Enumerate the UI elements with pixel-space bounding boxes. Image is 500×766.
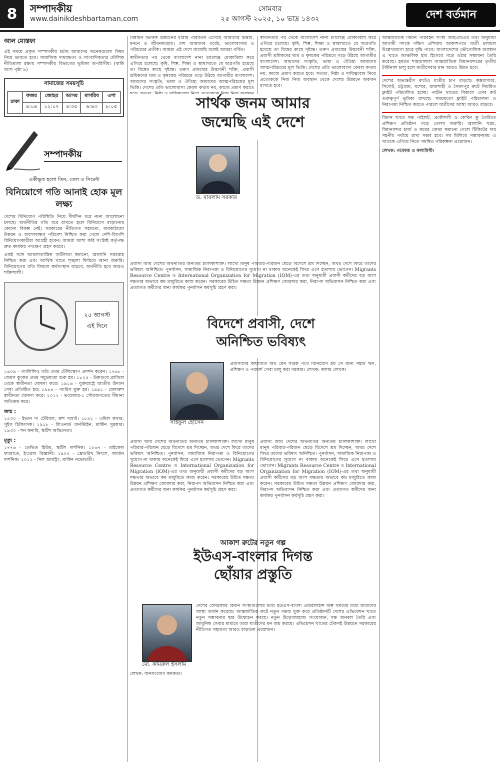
prayer-header: ফজর xyxy=(23,92,41,103)
section-title: সম্পাদকীয় xyxy=(30,4,73,15)
article-2-bottom-text-2: প্রবাসী আয় দেশের অর্থনীতির অন্যতম চালিকাশক্তি। লাখো মানুষ পরিবার-পরিজন ছেড়ে বিদেশে শ্রম দিচ্ছেন, অথচ দেশে ফিরে তাদের ভবিষ্যৎ অনিশ্চিত। পুনর্বাসন, সামাজিক নিরাপত্তা ও বিনিয়োগের সুযোগ না থাকায় অনেকেই ফিরে এসে হতাশায় ভোগেন। Migrants Resource Centre ও International Organization for Migration (IOM)-এর তথ্য অনুযায়ী প্রবাসী কর্মীদের বড় অংশ দক্ষতার অভাবে কম মজুরিতে কাজ করেন। সরকারের উচিত দক্ষতা উন্নয়ন প্রশিক্ষণ জোরদার করা, নিরাপদ অভিবাসন নিশ্চিত করা এবং প্রত্যাগত কর্মীদের জন্য কার্যকর পুনর্বাসন কর্মসূচি গ্রহণ করা। xyxy=(260,440,376,499)
article-2-top-text: প্রবাসী আয় দেশের অর্থনীতির অন্যতম চালিকাশক্তি। লাখো মানুষ পরিবার-পরিজন ছেড়ে বিদেশে শ্রম দিচ্ছেন, অথচ দেশে ফিরে তাদের ভবিষ্যৎ অনিশ্চিত। পুনর্বাসন, সামাজিক নিরাপত্তা ও বিনিয়োগের সুযোগ না থাকায় অনেকেই ফিরে এসে হতাশায় ভোগেন। Migrants Resource Centre ও International Organization for Migration (IOM)-এর তথ্য অনুযায়ী প্রবাসী কর্মীদের বড় অংশ দক্ষতার অভাবে কম মজুরিতে কাজ করেন। সরকারের উচিত দক্ষতা উন্নয়ন প্রশিক্ষণ জোরদার করা, নিরাপদ অভিবাসন নিশ্চিত করা এবং প্রত্যাগত কর্মীদের জন্য কার্যকর পুনর্বাসন কর্মসূচি গ্রহণ করা। xyxy=(130,262,376,291)
author-photo xyxy=(196,146,240,194)
calendar-illustration xyxy=(4,282,124,366)
this-day-body: ১৬০৯ - গ্যালিলিও তাঁর প্রথম টেলিস্কোপ প্রদর্শন করেন। ১৭৬৮ - জেমস কুকের প্রথম সমুদ্রযাত্রা শুরু হয়। ১৮২৫ - উরুগুয়ে ব্রাজিল থেকে স্বাধীনতা ঘোষণা করে। ১৯১৬ - যুক্তরাষ্ট্রে জাতীয় উদ্যান সেবা প্রতিষ্ঠিত হয়। ১৯৪৪ - প্যারিস মুক্ত হয়। ১৯৯১ - বেলারুশ স্বাধীনতা ঘোষণা করে। ২০১২ - ভয়েজার-১ সৌরজগতের সীমানা অতিক্রম করে। xyxy=(4,370,124,405)
births-body: ১৫৩০ - ইভান দ্য টেরিবল, রুশ সম্রাট। ১৮৪১ - এমিল কখার, সুইস চিকিৎসক। ১৯১৮ - লিওনার্ড বার্নস্টাইন, মার্কিন সুরকার। ১৯৩০ - শন কনারি, স্কটিশ অভিনেতা। xyxy=(4,417,124,434)
person-icon xyxy=(171,363,223,419)
person-icon xyxy=(143,605,191,661)
prayer-table-title: নামাজের সময়সূচি xyxy=(44,81,84,87)
prayer-table xyxy=(7,91,121,114)
prayer-time: ৪:০৪ xyxy=(23,103,41,114)
intro-text: এই সময়ে প্রকৃত সম্পাদকীয় চর্চায় আমাদের অনেকগুলো বিষয় নিয়ে ভাবতে হবে। সামাজিক দায়বদ্ধতা ও সাংবাদিকতার মৌলিক নীতিমালা রক্ষায় সম্পাদকীয় বিভাগের ভূমিকা অপরিসীম। (বাকি অংশ পৃষ্ঠা ৯) xyxy=(4,50,124,73)
article-3-headline-line-3: ছোঁয়ার প্রস্তুতি xyxy=(213,567,293,583)
prayer-header: এশা xyxy=(103,92,121,103)
article-1-headline-line-1: সার্থক জনম আমার xyxy=(195,94,311,112)
editorial-headline: বিনিয়োগে গতি আনাই হোক মূল লক্ষ্য xyxy=(5,188,123,210)
article-1-right-text xyxy=(260,36,376,246)
prayer-time: ১২:০৭ xyxy=(41,103,63,114)
article-3-author: মো. কামরুল ইসলাম xyxy=(142,662,187,668)
author-photo xyxy=(170,362,224,420)
prayer-time-box xyxy=(4,78,124,117)
prayer-time: ৪:৩৫ xyxy=(62,103,80,114)
deaths-body: ১৭৭৬ - ডেভিড হিউম, স্কটিশ দার্শনিক। ১৮৬৭ - মাইকেল ফ্যারাডে, ইংরেজ বিজ্ঞানী। ১৯০০ - ফ্রেডরিখ নিৎশে, জার্মান দার্শনিক। ২০১২ - নিল আর্মস্ট্রং, মার্কিন নভোচারী। xyxy=(4,446,124,463)
editorial-kicker: একীভূত হলো তিন, তেল ও সিমেন্ট xyxy=(28,177,100,183)
date-card: ২৫ আগস্ট এই দিনে xyxy=(75,301,119,345)
article-3-headline-box xyxy=(130,538,376,602)
article-2-headline-line-1: বিদেশে প্রবাসী, দেশে xyxy=(207,317,315,332)
column-1 xyxy=(4,36,124,762)
deaths-label: মৃত্যু : xyxy=(4,438,16,444)
prayer-header: জোহর xyxy=(41,92,63,103)
article-2-headline-line-2: অনিশ্চিত ভবিষ্যৎ xyxy=(216,335,306,350)
editorial-body-2: একই সঙ্গে আমলাতান্ত্রিক জটিলতা কমানো, জ্বালানি সরবরাহ নিশ্চিত করা এবং আর্থিক খাতে শৃঙ্খলা ফিরিয়ে আনা জরুরি। বিনিয়োগের গতি ফিরলে কর্মসংস্থান বাড়বে, অর্থনীতি হবে আরও শক্তিশালী। xyxy=(4,253,124,276)
page-header xyxy=(0,0,500,32)
editorial-body: দেশের বিনিয়োগ পরিস্থিতি নিয়ে দীর্ঘদিন ধরে নানা আলোচনা চলছে। অর্থনীতির গতি ধরে রাখতে হলে বিনিয়োগ বাড়ানোর কোনো বিকল্প নেই। সরকারের নীতিগত সহায়তা, অবকাঠামো উন্নয়ন ও ব্যবসাবান্ধব পরিবেশ নিশ্চিত করা গেলে দেশি-বিদেশি বিনিয়োগকারীরা আগ্রহী হবেন। আমরা আশা করি সংশ্লিষ্ট কর্তৃপক্ষ দ্রুত কার্যকর পদক্ষেপ গ্রহণ করবে। xyxy=(4,215,124,250)
col4-body-3: বিমান খাতে দক্ষ পাইলট, প্রকৌশলী ও কেবিন ক্রু তৈরিতে প্রশিক্ষণ প্রতিষ্ঠান গড়ে তোলা জরুরি। জ্বালানি খরচ, বিমানবন্দর চার্জ ও করের বোঝা কমানো গেলে টিকিটের দাম সহনীয় পর্যায়ে রাখা সম্ভব হবে। সব মিলিয়ে সম্ভাবনাময় এ খাতকে এগিয়ে নিতে সমন্বিত পরিকল্পনা প্রয়োজন। xyxy=(382,116,496,145)
article-1-body-cont: স্বাধীনতার পর থেকে বাংলাদেশ নানা চ্যালেঞ্জ মোকাবিলা করে এগিয়ে চলেছে। কৃষি, শিল্প, শিক্ষা ও স্বাস্থ্যখাতে যে অগ্রগতি হয়েছে তা বিশ্বের কাছে দৃষ্টান্ত। তরুণ প্রজন্মের উদ্ভাবনী শক্তি, প্রবাসী শ্রমিকদের ঘাম ও কৃষকের পরিশ্রমে গড়ে উঠছে আগামীর বাংলাদেশ। আমাদের সংস্কৃতি, ভাষা ও ঐতিহ্য আমাদের আত্মপরিচয়ের মূল ভিত্তি। দেশের প্রতি ভালোবাসা কেবল কথায় নয়, কাজে প্রমাণ করতে হবে। সততা, নিষ্ঠা ও দায়িত্ববোধ নিয়ে প্রত্যেককে নিজ নিজ অবস্থান থেকে দেশের উন্নয়নে অবদান রাখতে হবে। xyxy=(260,36,376,89)
divider xyxy=(382,112,496,113)
article-2-bottom-text: প্রবাসী আয় দেশের অর্থনীতির অন্যতম চালিকাশক্তি। লাখো মানুষ পরিবার-পরিজন ছেড়ে বিদেশে শ্রম দিচ্ছেন, অথচ দেশে ফিরে তাদের ভবিষ্যৎ অনিশ্চিত। পুনর্বাসন, সামাজিক নিরাপত্তা ও বিনিয়োগের সুযোগ না থাকায় অনেকেই ফিরে এসে হতাশায় ভোগেন। Migrants Resource Centre ও International Organization for Migration (IOM)-এর তথ্য অনুযায়ী প্রবাসী কর্মীদের বড় অংশ দক্ষতার অভাবে কম মজুরিতে কাজ করেন। সরকারের উচিত দক্ষতা উন্নয়ন প্রশিক্ষণ জোরদার করা, নিরাপদ অভিবাসন নিশ্চিত করা এবং প্রত্যাগত কর্মীদের জন্য কার্যকর পুনর্বাসন কর্মসূচি গ্রহণ করা। xyxy=(130,440,254,493)
article-1-body: স্বাধীনতার পর থেকে বাংলাদেশ নানা চ্যালেঞ্জ মোকাবিলা করে এগিয়ে চলেছে। কৃষি, শিল্প, শিক্ষা ও স্বাস্থ্যখাতে যে অগ্রগতি হয়েছে তা বিশ্বের কাছে দৃষ্টান্ত। তরুণ প্রজন্মের উদ্ভাবনী শক্তি, প্রবাসী শ্রমিকদের ঘাম ও কৃষকের পরিশ্রমে গড়ে উঠছে আগামীর বাংলাদেশ। আমাদের সংস্কৃতি, ভাষা ও ঐতিহ্য আমাদের আত্মপরিচয়ের মূল ভিত্তি। দেশের প্রতি ভালোবাসা কেবল কথায় নয়, কাজে প্রমাণ করতে xyxy=(130,56,254,91)
column-divider xyxy=(127,36,128,762)
prayer-time: ৬:৪৩ xyxy=(81,103,103,114)
col4-body-2: দেশের অভ্যন্তরীণ রুটেও যাত্রীর চাপ বাড়ছে। কক্সবাজার, সিলেট, চট্টগ্রাম, যশোর, রাজশাহী ও সৈয়দপুর রুটে নিয়মিত ফ্লাইট পরিচালিত হচ্ছে। পর্যটন খাতের বিকাশে এসব রুট গুরুত্বপূর্ণ ভূমিকা রাখছে। সময়মতো ফ্লাইট পরিচালনা ও নিরাপত্তা নিশ্চিত করতে পারলে যাত্রীদের আস্থা আরও বাড়বে। xyxy=(382,79,496,108)
prayer-header: মাগরিব xyxy=(81,92,103,103)
article-1-author: ড. বাবলাম সরকার xyxy=(196,195,237,201)
article-3-body: দেশের বেসরকারি বিমান সংস্থাগুলোর মধ্যে ইউএস-বাংলা এয়ারলাইন্স অল্প সময়ের মধ্যে যাত্রীদের আস্থা অর্জন করেছে। আন্তর্জাতিক রুটে নতুন গন্তব্য যুক্ত করে প্রতিষ্ঠানটি দেশের এভিয়েশন খাতে নতুন সম্ভাবনার দ্বার উন্মোচন করছে। নতুন উড়োজাহাজ সংযোজন, দক্ষ জনবল তৈরি এবং আধুনিক সেবার মাধ্যমে তারা যাত্রীদের মন জয় করছে। এভিয়েশন খাতের টেকসই উন্নয়নে সরকারের নীতিগত সহায়তা আরও বাড়ানো প্রয়োজন। xyxy=(196,604,376,633)
divider xyxy=(382,75,496,76)
prayer-header: আসর xyxy=(62,92,80,103)
article-3-body-2: লেখক: জনসংযোগ কর্মকর্তা। xyxy=(130,672,183,677)
prayer-table-side: ঢাকা xyxy=(8,92,23,114)
editorial-label-block xyxy=(4,123,124,175)
prayer-time: ৮:০৫ xyxy=(103,103,121,114)
person-icon xyxy=(197,147,239,193)
article-1-lead: বিশ্বায়ন ভিত্তিক উন্নয়নের ধারায় পরিবর্তন এসেছে আমাদের চিন্তায়, মননে ও জীবনযাত্রায়। দেশ আমাদের গর্বের, ভালোবাসার ও পরিচয়ের প্রতীক। আমরা এই দেশে জন্মেছি বলেই আমরা গর্বিত। xyxy=(130,36,254,53)
births-label: জন্ম : xyxy=(4,409,16,415)
column-divider xyxy=(379,36,380,762)
article-3-headline-line-2: ইউএস-বাংলার দিগন্ত xyxy=(193,549,313,565)
col4-footer: লেখক: গবেষক ও কলামিস্ট। xyxy=(382,149,435,154)
column-4 xyxy=(382,36,496,762)
brand-logo: দেশ বর্তমান xyxy=(406,3,496,27)
article-1-headline-line-2: জন্মেছি এই দেশে xyxy=(201,113,305,131)
editorial-label: সম্পাদকীয় xyxy=(44,150,82,160)
author-photo xyxy=(142,604,192,662)
page-number: 8 xyxy=(0,0,24,28)
pen-icon xyxy=(4,125,42,171)
header-date-text: ২৫ আগস্ট ২০২৫, ১০ ভাদ্র ১৪৩২ xyxy=(220,15,320,23)
col4-body-1: আন্তর্জাতিক বিমান পরিবহন সংস্থা আইএটিএর তথ্য অনুযায়ী আগামী দশকে দক্ষিণ এশিয়ায় আকাশপথে যাত্রী চলাচল উল্লেখযোগ্য হারে বৃদ্ধি পাবে। বাংলাদেশের ভৌগোলিক অবস্থান এ খাতে আঞ্চলিক হাব হিসেবে গড়ে ওঠার সম্ভাবনা তৈরি করেছে। হযরত শাহজালাল আন্তর্জাতিক বিমানবন্দরের তৃতীয় টার্মিনাল চালু হলে যাত্রীসেবার মান আরও উন্নত হবে। xyxy=(382,36,496,71)
header-day: সোমবার xyxy=(258,5,282,13)
byline: আল মোস্তফা xyxy=(4,38,36,45)
article-2-headline-box xyxy=(146,316,376,358)
article-2-author: সাইফুল হোসেন xyxy=(170,420,204,426)
article-2-body: প্রবাসীদের কষ্টার্জিত অর্থ যেন সঠিক পথে বিনিয়োগ হয় সে জন্য সহজ ঋণ, প্রশিক্ষণ ও পরামর্শ সেবা চালু করা দরকার। লেখক: কলাম লেখক। xyxy=(230,362,376,373)
header-date xyxy=(210,4,330,24)
website-link[interactable]: www.dainikdeshbartaman.com xyxy=(30,15,139,23)
clock-icon xyxy=(11,289,71,359)
divider xyxy=(44,161,122,162)
article-3-headline-line-1: আকাশ রুটের নতুন গল্প xyxy=(220,538,286,547)
